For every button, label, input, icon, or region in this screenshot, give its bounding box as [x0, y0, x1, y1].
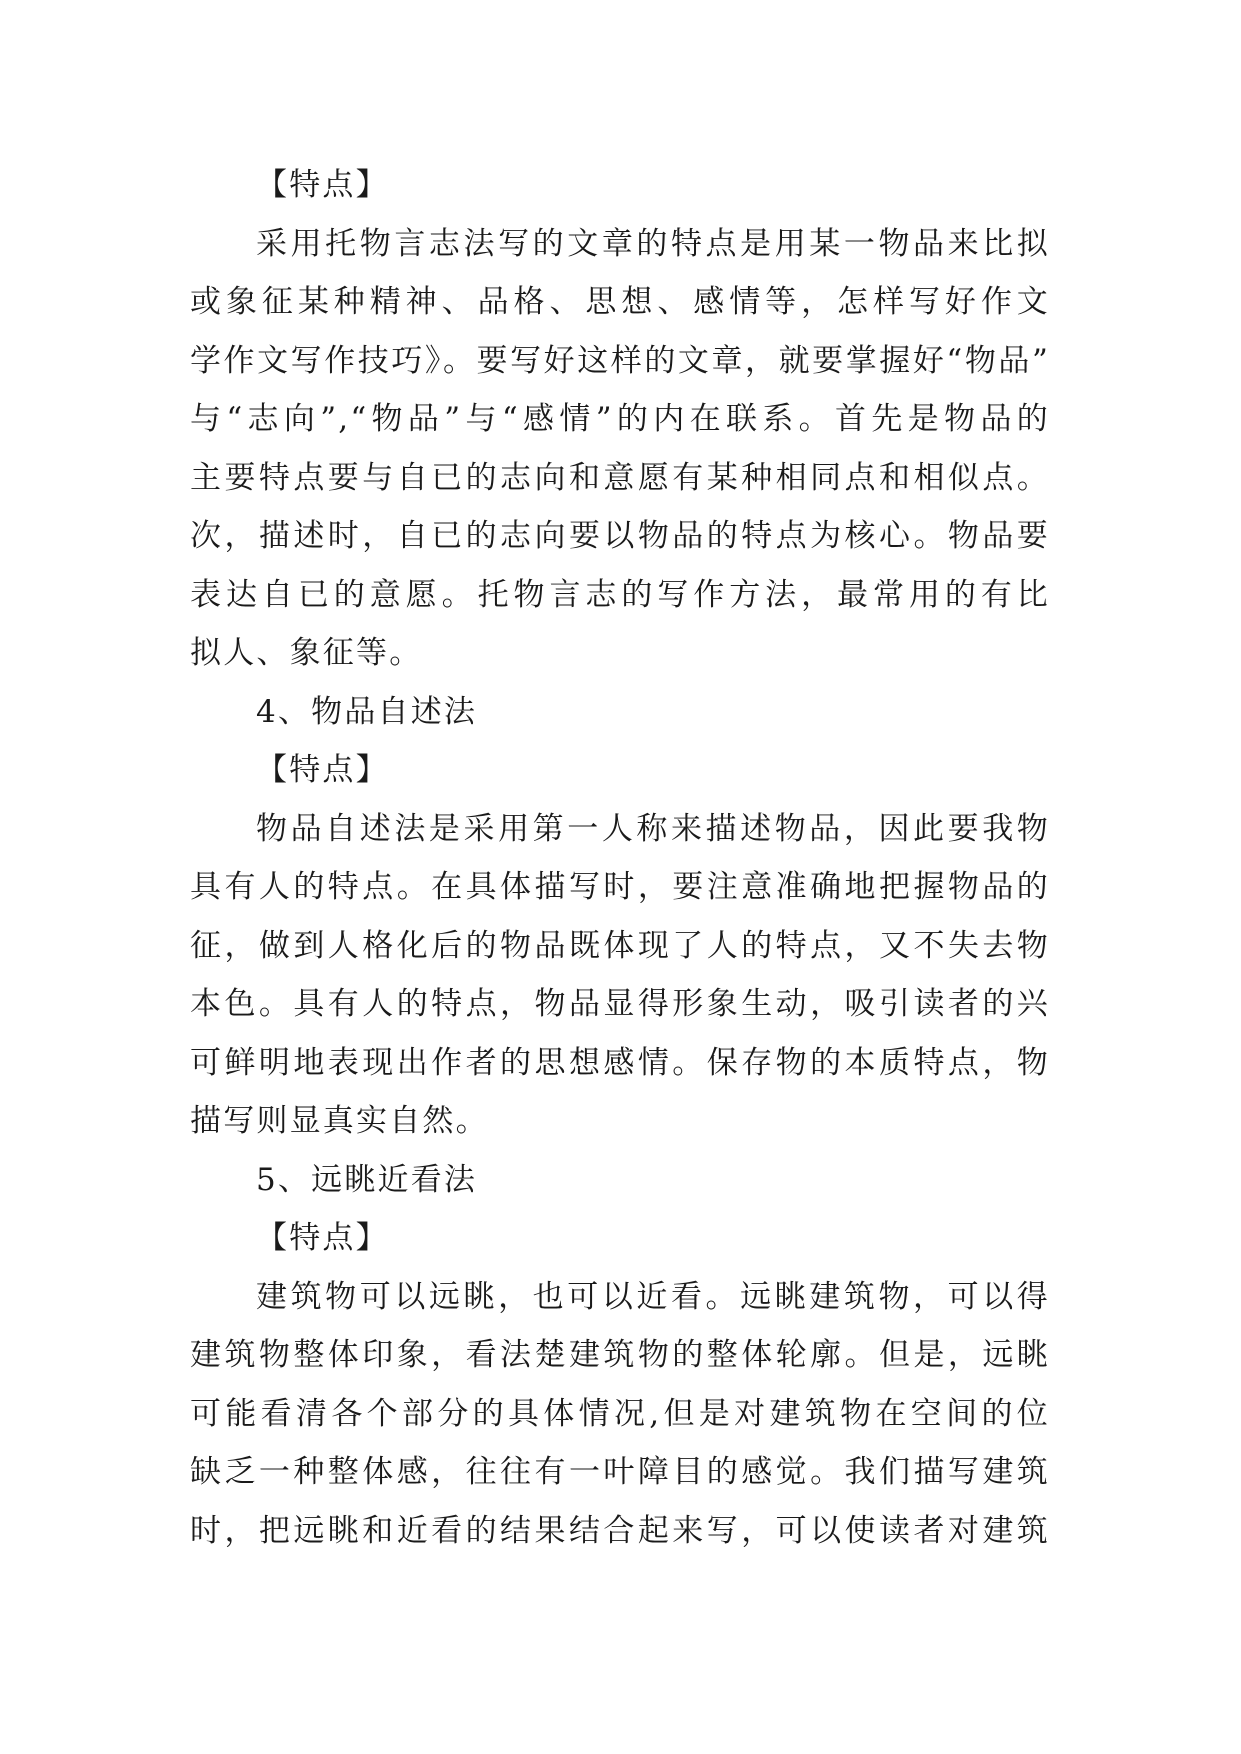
paragraph-line: 可能看清各个部分的具体情况,但是对建筑物在空间的位 [190, 1395, 1050, 1432]
section-heading-features: 【特点】 [256, 1220, 389, 1256]
paragraph-line: 主要特点要与自已的志向和意愿有某种相同点和相似点。 [190, 459, 1050, 496]
paragraph-line: 征，做到人格化后的物品既体现了人的特点，又不失去物 [190, 927, 1050, 964]
paragraph-line: 物品自述法是采用第一人称来描述物品，因此要我物 [256, 810, 1050, 847]
section-heading-4: 4、物品自述法 [256, 693, 478, 730]
paragraph-line: 时，把远眺和近看的结果结合起来写，可以使读者对建筑 [190, 1512, 1050, 1549]
document-body [190, 156, 1050, 1560]
paragraph-line: 表达自已的意愿。托物言志的写作方法，最常用的有比 [190, 576, 1050, 613]
paragraph-line: 采用托物言志法写的文章的特点是用某一物品来比拟 [256, 225, 1050, 262]
section-heading-features: 【特点】 [256, 752, 389, 788]
paragraph-line: 具有人的特点。在具体描写时，要注意准确地把握物品的 [190, 869, 1050, 905]
paragraph-line: 拟人、象征等。 [190, 635, 423, 671]
section-heading-features: 【特点】 [256, 167, 389, 203]
paragraph-line: 次，描述时，自已的志向要以物品的特点为核心。物品要 [190, 518, 1050, 554]
paragraph-line: 本色。具有人的特点，物品显得形象生动，吸引读者的兴 [190, 986, 1050, 1022]
paragraph-line: 建筑物整体印象，看法楚建筑物的整体轮廓。但是，远眺 [190, 1337, 1050, 1373]
paragraph-line: 学作文写作技巧》。要写好这样的文章，就要掌握好“物品” [190, 342, 1050, 379]
section-heading-5: 5、远眺近看法 [256, 1161, 478, 1198]
paragraph-line: 描写则显真实自然。 [190, 1103, 489, 1139]
paragraph-line: 建筑物可以远眺，也可以近看。远眺建筑物，可以得 [256, 1278, 1050, 1315]
paragraph-line: 缺乏一种整体感，往往有一叶障目的感觉。我们描写建筑 [190, 1454, 1050, 1490]
paragraph-line: 可鲜明地表现出作者的思想感情。保存物的本质特点，物 [190, 1044, 1050, 1081]
paragraph-line: 或象征某种精神、品格、思想、感情等，怎样写好作文 [190, 284, 1050, 320]
paragraph-line: 与“志向”,“物品”与“感情”的内在联系。首先是物品的 [190, 401, 1050, 437]
